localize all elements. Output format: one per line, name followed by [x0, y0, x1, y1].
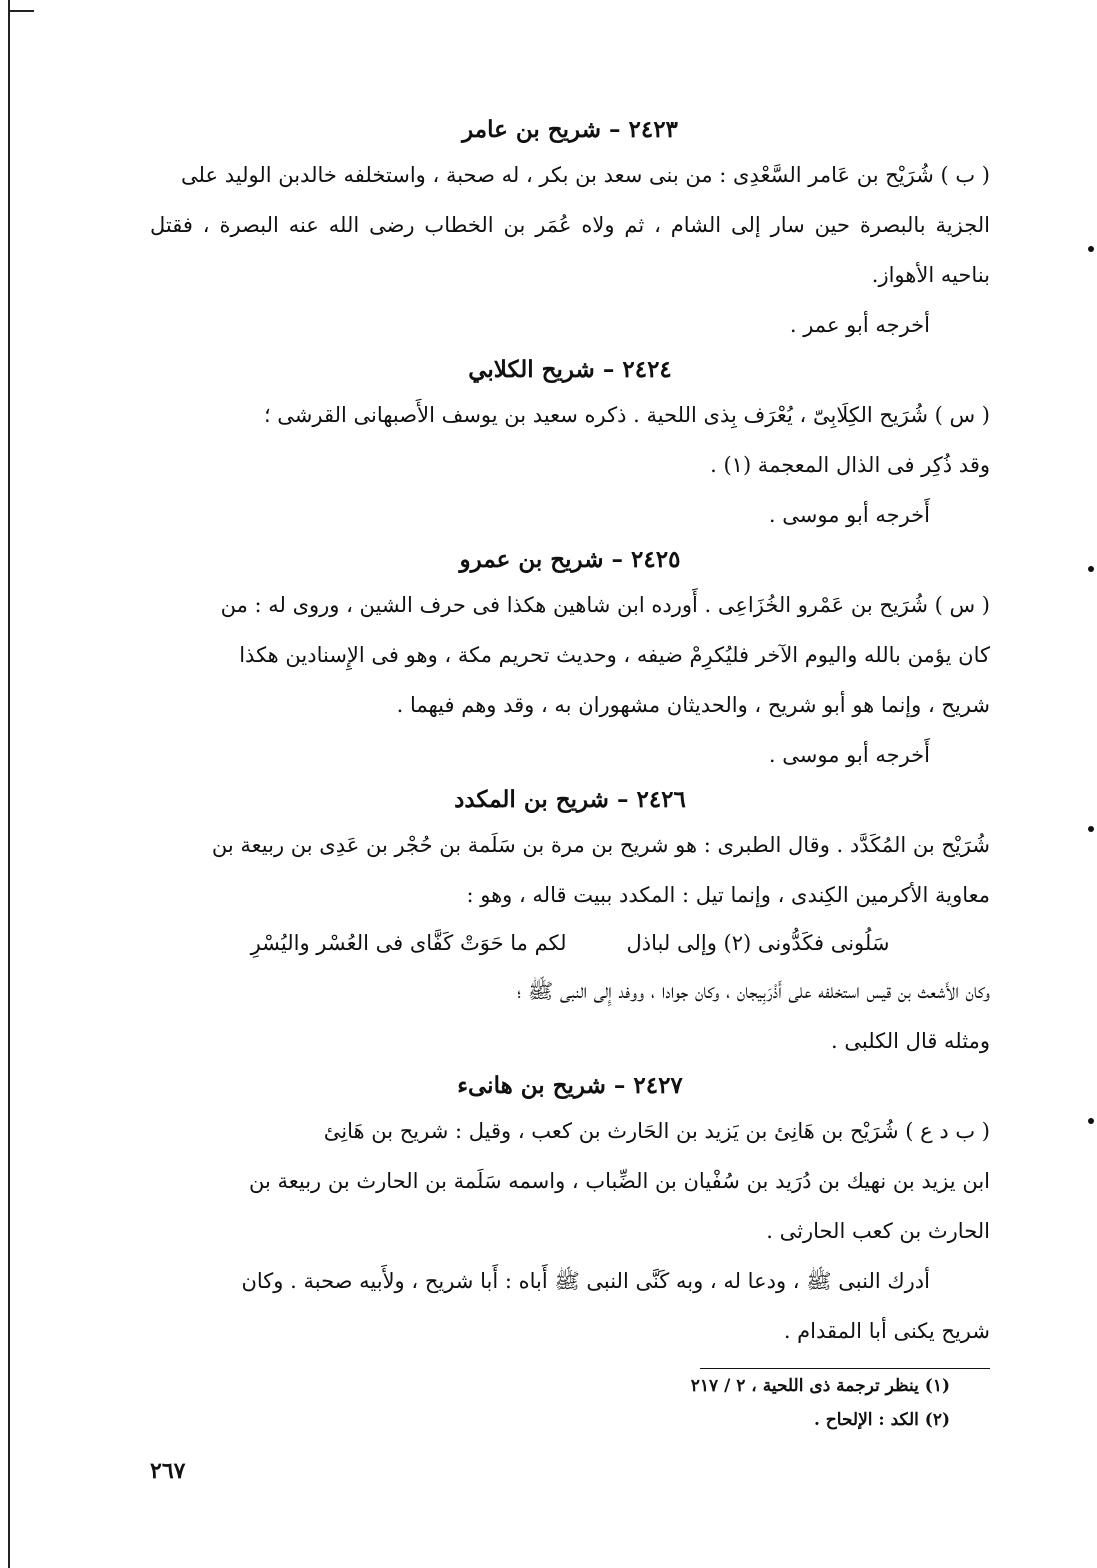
entry-text-line: ( س ) شُرَيح بن عَمْرو الخُزَاعِى . أَورده ابن شاهين هكذا فى حرف الشين ، وروى له : من — [220, 593, 990, 617]
page-scan-border-left — [8, 0, 10, 1568]
entry-heading: ٢٤٢٤ – شريح الكلابي — [468, 356, 672, 383]
entry-text-line: شُرَيْح بن المُكَدَّد . وقال الطبرى : هو شريح بن مرة بن سَلَمة بن حُجْر بن عَدِى بن ربيعة بن — [211, 833, 990, 857]
entry-text-line: كان يؤمن بالله واليوم الآخر فليُكرِمْ ضيفه ، وحديث تحريم مكة ، وهو فى الإِسنادين هكذا — [239, 643, 990, 667]
page-body — [150, 110, 990, 1490]
entry-text-line: شريح ، وإنما هو أبو شريح ، والحديثان مشهوران به ، وقد وهم فيهما . — [396, 693, 990, 717]
margin-mark — [1088, 1118, 1094, 1124]
entry-text-line: ( س ) شُرَيح الكِلَابِىّ ، يُعْرَف بِذى اللحية . ذكره سعيد بن يوسف الأَصبهانى القرشى ؛ — [263, 403, 990, 427]
margin-mark — [1088, 246, 1094, 252]
entry-text-line: الجزية بالبصرة حين سار إلى الشام ، ثم ولاه عُمَر بن الخطاب رضى الله عنه البصرة ، فقتل بناحيه الأهواز. — [150, 213, 990, 287]
poetry-verse — [150, 920, 990, 966]
entry-text-line: وكان الأَشعث بن قيس استخلفه على أَذْرَبِيجان ، وكان جوادا ، ووفد إِلى النبى ﷺ ؛ — [516, 979, 990, 1003]
entry-source-line: أخرجه أبو عمر . — [789, 313, 930, 337]
entry-text-line: الحارث بن كعب الحارثى . — [766, 1219, 990, 1243]
entry-text-line: وقد ذُكِر فى الذال المعجمة (١) . — [710, 453, 990, 477]
entry-text-line: ومثله قال الكلبى . — [831, 1029, 990, 1053]
verse-hemistich-first: سَلُونى فكَدُّونى (٢) وإلى لباذل — [626, 931, 890, 955]
entry-text-line: شريح يكنى أبا المقدام . — [783, 1319, 990, 1343]
entry-text-line: ( ب ) شُرَيْح بن عَامر السَّعْدِى : من بنى سعد بن بكر ، له صحبة ، واستخلفه خالدبن الوليد على — [181, 163, 990, 187]
entry-text-line: ابن يزيد بن نهيك بن دُرَيد بن سُفْيان بن الضِّباب ، واسمه سَلَمة بن الحارث بن ربيعة بن — [248, 1169, 990, 1193]
page-number: ٢٦٧ — [150, 1458, 186, 1484]
entry-heading: ٢٤٢٣ – شريح بن عامر — [462, 116, 678, 143]
footnote: (٢) الكد : الإلحاح . — [813, 1410, 950, 1430]
entry-heading: ٢٤٢٧ – شريح بن هانىء — [457, 1072, 683, 1099]
entry-heading: ٢٤٢٥ – شريح بن عمرو — [459, 546, 681, 573]
verse-hemistich-second: لكم ما حَوَتْ كَفَّاى فى العُسْر واليُسْرِ — [250, 931, 567, 955]
page-scan-border-top — [8, 10, 34, 12]
entry-text-line: معاوية الأكرمين الكِندى ، وإنما تيل : المكدد ببيت قاله ، وهو : — [466, 883, 990, 907]
entry-heading: ٢٤٢٦ – شريح بن المكدد — [454, 786, 686, 813]
margin-mark — [1088, 826, 1094, 832]
entry-source-line: أَخرجه أبو موسى . — [768, 503, 930, 527]
footnote: (١) ينظر ترجمة ذى اللحية ، ٢ / ٢١٧ — [690, 1376, 950, 1396]
entry-text-line: ( ب د ع ) شُرَيْح بن هَانِئ بن يَزيد بن الحَارث بن كعب ، وقيل : شريح بن هَانِئ — [323, 1119, 990, 1143]
margin-mark — [1088, 566, 1094, 572]
entry-source-line: أَخرجه أبو موسى . — [768, 743, 930, 767]
entry-text-line: أدرك النبى ﷺ ، ودعا له ، وبه كَنَّى النبى ﷺ أَباه : أَبا شريح ، ولأَبيه صحبة . وكان — [241, 1269, 930, 1293]
